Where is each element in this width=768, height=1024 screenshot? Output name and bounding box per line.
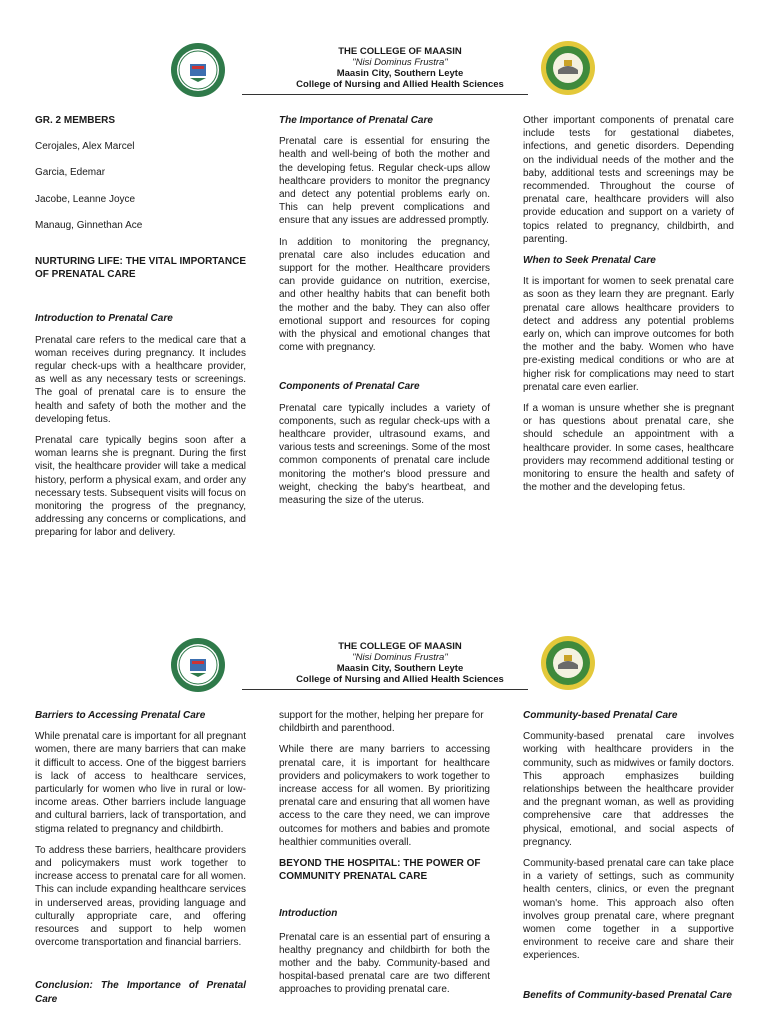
college-motto: "Nisi Dominus Frustra" <box>352 57 448 68</box>
member-name: Cerojales, Alex Marcel <box>35 141 135 153</box>
college-location: Maasin City, Southern Leyte <box>336 68 464 79</box>
paragraph: Prenatal care is essential for ensuring the health and well-being of both the mother and the developing fetus. Regular check-ups allow healthcare providers to monitor the pregnancy and detect any potential problems early on. This can help prevent complications and ensure that any issues are addressed promptly. <box>279 136 490 227</box>
college-name: THE COLLEGE OF MAASIN <box>338 641 462 652</box>
page-header <box>0 0 768 95</box>
paragraph: Other important components of prenatal care include tests for gestational diabetes, infections, and genetic disorders. Depending on the individual needs of the mother and the baby, additional tests and screenings may be recommended. Throughout the course of prenatal care, healthcare providers will also provide education and support on a variety of topics related to pregnancy, childbirth, and parenting. <box>523 115 734 245</box>
paragraph: To address these barriers, healthcare providers and policymakers must work together to increase access to prenatal care for all women. This can include expanding healthcare services in underserved areas, providing language and culturally appropriate care, and offering resources and support to help women overcome transportation and financial barriers. <box>35 844 246 949</box>
section-heading: Barriers to Accessing Prenatal Care <box>35 710 206 721</box>
paragraph: While there are many barriers to accessing prenatal care, it is important for healthcare providers and policymakers to work together to increase access for all women. By prioritizing prenatal care and ensuring that all women have access to the care they need, we can improve outcomes for mothers and babies and promote healthier communities overall. <box>279 744 490 848</box>
paragraph: Prenatal care refers to the medical care that a woman receives during pregnancy. It includes regular check-ups with a healthcare provider, as well as any necessary tests or screenings. The goal of prenatal care is to ensure the health and safety of both the mother and the developing fetus. <box>35 334 246 425</box>
section-heading: Introduction <box>279 908 338 920</box>
paragraph: If a woman is unsure whether she is pregnant or has questions about prenatal care, she should schedule an appointment with a healthcare provider. In some cases, healthcare providers may recommend additional testing or monitoring to ensure the health and safety of the mother and the developing fetus. <box>523 403 734 494</box>
college-header-text <box>240 46 560 90</box>
document-main-title: NURTURING LIFE: THE VITAL IMPORTANCE OF PRENATAL CARE <box>35 256 246 281</box>
page-header <box>0 595 768 690</box>
section-heading: Community-based Prenatal Care <box>523 710 678 721</box>
section-heading: The Importance of Prenatal Care <box>279 115 433 126</box>
column-two <box>279 709 490 1005</box>
member-name: Manaug, Ginnethan Ace <box>35 219 143 231</box>
paragraph: While prenatal care is important for all pregnant women, there are many barriers that can make it difficult to access. One of the biggest barriers is lack of access to healthcare services, particularly for women who live in rural or low-income areas. Other barriers include language and cultural barriers, lack of transportation, and stigma related to pregnancy and childbirth. <box>35 731 246 835</box>
members-title: GR. 2 MEMBERS <box>35 115 116 126</box>
paragraph: Community-based prenatal care involves working with healthcare providers in the community, such as midwives or family doctors. This approach emphasizes building relationships between the healthcare provider and the pregnant woman, as well as providing comprehensive care that addresses the physical, emotional, and social aspects of pregnancy. <box>523 731 734 848</box>
college-seal-logo <box>170 637 226 693</box>
header-divider <box>242 689 528 690</box>
college-name: THE COLLEGE OF MAASIN <box>338 46 462 57</box>
paragraph: In addition to monitoring the pregnancy, prenatal care also includes education and support for the mother. Healthcare providers can provide guidance on nutrition, exercise, and other healthy habits that can benefit both the mother and the baby. They can also offer emotional support and resources for coping with the physical and emotional changes that come with pregnancy. <box>279 236 490 354</box>
paragraph: Prenatal care typically includes a variety of components, such as regular check-ups with a healthcare provider, ultrasound exams, and various tests and screenings. Some of the most common components of prenatal care include monitoring the mother's blood pressure and weight, checking the baby's heartbeat, and measuring the size of the uterus. <box>279 402 490 507</box>
nursing-seal-logo <box>540 635 596 691</box>
paragraph: Prenatal care is an essential part of ensuring a healthy pregnancy and childbirth for both the mother and the baby. Community-based and hospital-based prenatal care are two different approaches to providing prenatal care. <box>279 931 490 996</box>
column-three <box>523 114 734 502</box>
college-motto: "Nisi Dominus Frustra" <box>352 652 448 663</box>
column-two <box>279 114 490 515</box>
college-seal-logo <box>170 42 226 98</box>
nursing-seal-logo <box>540 40 596 96</box>
paragraph: support for the mother, helping her prepare for childbirth and parenthood. <box>279 710 484 735</box>
paragraph: Community-based prenatal care can take place in a variety of settings, such as community health centers, clinics, or even the pregnant woman's home. This approach also often involves group prenatal care, where pregnant women come together in a supportive environment to receive care and share their experiences. <box>523 858 734 962</box>
header-divider <box>242 94 528 95</box>
paragraph: Prenatal care typically begins soon after a woman learns she is pregnant. During the first visit, the healthcare provider will take a medical history, perform a physical exam, and order any necessary tests. Subsequent visits will focus on monitoring the progress of the pregnancy, addressing any concerns or complications, and preparing for labor and delivery. <box>35 435 246 539</box>
section-heading: Components of Prenatal Care <box>279 381 420 393</box>
college-header-text <box>240 641 560 685</box>
page-two <box>0 595 768 1024</box>
paragraph: It is important for women to seek prenatal care as soon as they learn they are pregnant. Early prenatal care allows healthcare providers to detect and address any potential problems early on, which can improve outcomes for both the mother and the baby. Women who have pre-existing medical conditions or who are at higher risk for complications may need to start prenatal care even earlier. <box>523 276 734 393</box>
member-name: Garcia, Edemar <box>35 167 106 179</box>
section-heading: Conclusion: The Importance of Prenatal Care <box>35 980 246 1005</box>
college-location: Maasin City, Southern Leyte <box>336 663 464 674</box>
member-name: Jacobe, Leanne Joyce <box>35 193 136 205</box>
column-one <box>35 709 246 1014</box>
section-heading: When to Seek Prenatal Care <box>523 255 656 267</box>
college-department: College of Nursing and Allied Health Sciences <box>296 79 504 90</box>
column-one <box>35 114 246 548</box>
section-title: BEYOND THE HOSPITAL: THE POWER OF COMMUNITY PRENATAL CARE <box>279 858 481 883</box>
college-department: College of Nursing and Allied Health Sciences <box>296 674 504 685</box>
section-heading: Introduction to Prenatal Care <box>35 313 173 325</box>
section-heading: Benefits of Community-based Prenatal Care <box>523 989 732 1001</box>
column-three <box>523 709 734 1010</box>
